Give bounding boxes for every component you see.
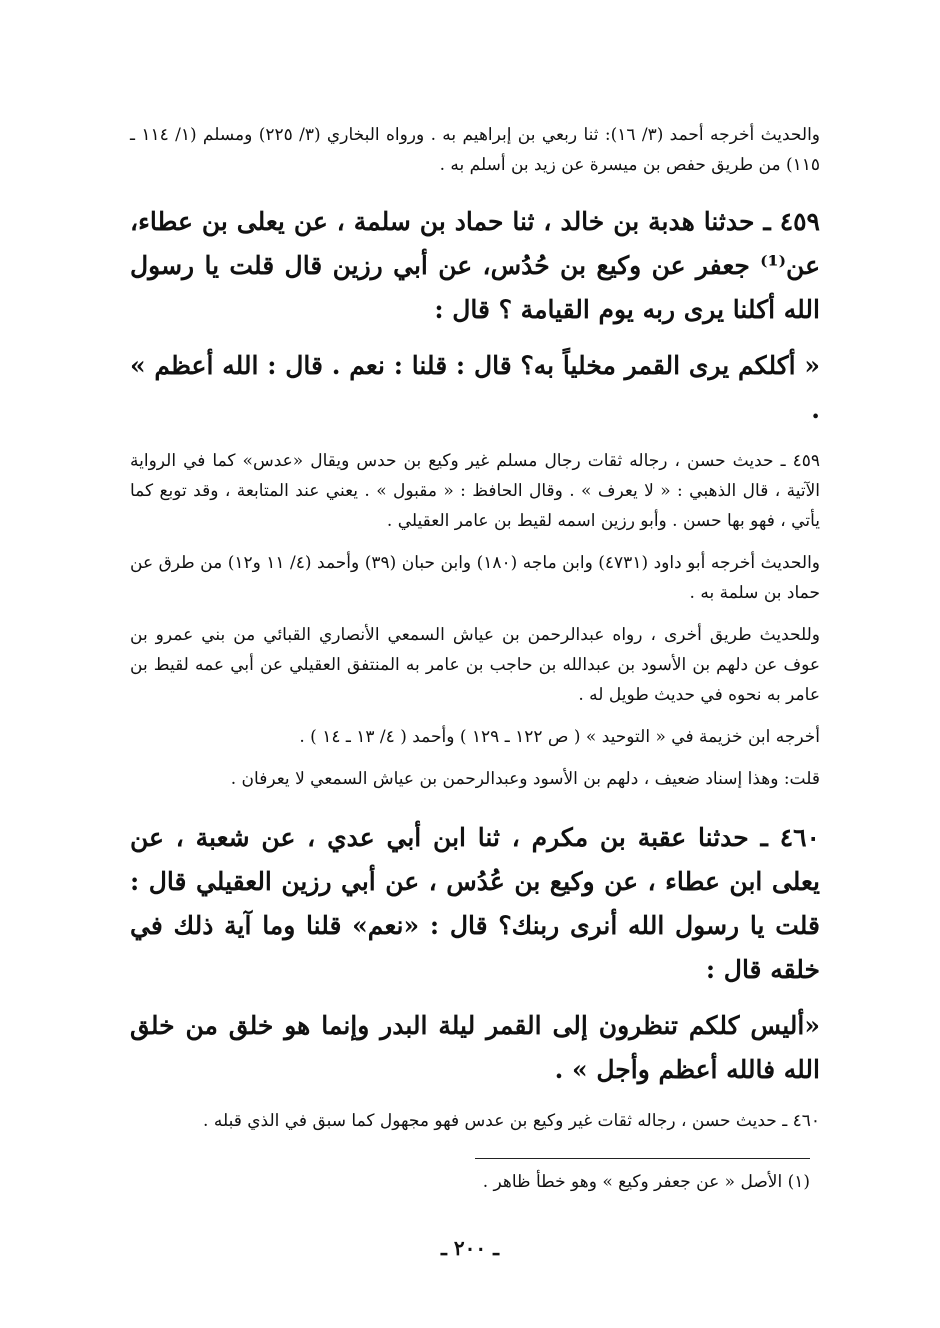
footnote: (١) الأصل « عن جعفر وكيع » وهو خطأ ظاهر . — [482, 1172, 810, 1192]
footnote-divider — [475, 1158, 810, 1159]
hadith-459-matn: « أكلكم يرى القمر مخلياً به؟ قال : قلنا : نعم . قال : الله أعظم » . — [130, 351, 820, 424]
hadith-459-ibn-khuzayma: أخرجه ابن خزيمة في « التوحيد » ( ص ١٢٢ ـ ١٢٩ ) وأحمد ( ٤/ ١٣ ـ ١٤ ) . — [299, 727, 820, 747]
page-body — [130, 120, 820, 1148]
hadith-460-isnad: ٤٦٠ ـ حدثنا عقبة بن مكرم ، ثنا ابن أبي عدي ، عن شعبة ، عن يعلى ابن عطاء ، عن وكيع بن عُدُس ، عن أبي رزين العقيلي قال : قلت يا رسول الله أنرى ربنك؟ قال : «نعم» قلنا وما آية ذلك في خلقه قال : — [130, 823, 820, 984]
page-number: ـ ٢٠٠ ـ — [441, 1236, 499, 1260]
hadith-458-takhrij: والحديث أخرجه أحمد (٣/ ١٦): ثنا ربعي بن إبراهيم به . ورواه البخاري (٣/ ٢٢٥) ومسلم (١/ ١١٤ ـ ١١٥) من طريق حفص بن ميسرة عن زيد بن أسلم به . — [130, 125, 821, 175]
hadith-460-grading: ٤٦٠ ـ حديث حسن ، رجاله ثقات غير وكيع بن عدس فهو مجهول كما سبق في الذي قبله . — [203, 1111, 820, 1131]
hadith-459-isnad: ٤٥٩ ـ حدثنا هدبة بن خالد ، ثنا حماد بن سلمة ، عن يعلى بن عطاء، عن⁽¹⁾ جعفر عن وكيع بن حُدُس، عن أبي رزين قال قلت يا رسول الله أكلنا يرى ربه يوم القيامة ؟ قال : — [130, 207, 820, 324]
hadith-459-grading: ٤٥٩ ـ حديث حسن ، رجاله ثقات رجال مسلم غير وكيع بن حدس ويقال «عدس» كما في الرواية الآتية ، قال الذهبي : « لا يعرف » . وقال الحافظ : « مقبول » . يعني عند المتابعة ، وقد توبع كما يأتي ، فهو بها حسن . وأبو رزين اسمه لقيط بن عامر العقيلي . — [130, 451, 820, 531]
hadith-459-takhrij: والحديث أخرجه أبو داود (٤٧٣١) وابن ماجه (١٨٠) وابن حبان (٣٩) وأحمد (٤/ ١١ و١٢) من طرق عن حماد بن سلمة به . — [130, 553, 821, 603]
hadith-459-other-route: وللحديث طريق أخرى ، رواه عبدالرحمن بن عياش السمعي الأنصاري القبائي من بني عمرو بن عوف عن دلهم بن الأسود بن عبدالله بن حاجب بن عامر به المنتفق العقيلي عن أبي عمه لقيط بن عامر به نحوه في حديث طويل له . — [130, 625, 820, 705]
hadith-459-comment: قلت: وهذا إسناد ضعيف ، دلهم بن الأسود وعبدالرحمن بن عياش السمعي لا يعرفان . — [230, 769, 820, 789]
hadith-460-matn: «أليس كلكم تنظرون إلى القمر ليلة البدر وإنما هو خلق من خلق الله فالله أعظم وأجل » . — [130, 1011, 820, 1084]
